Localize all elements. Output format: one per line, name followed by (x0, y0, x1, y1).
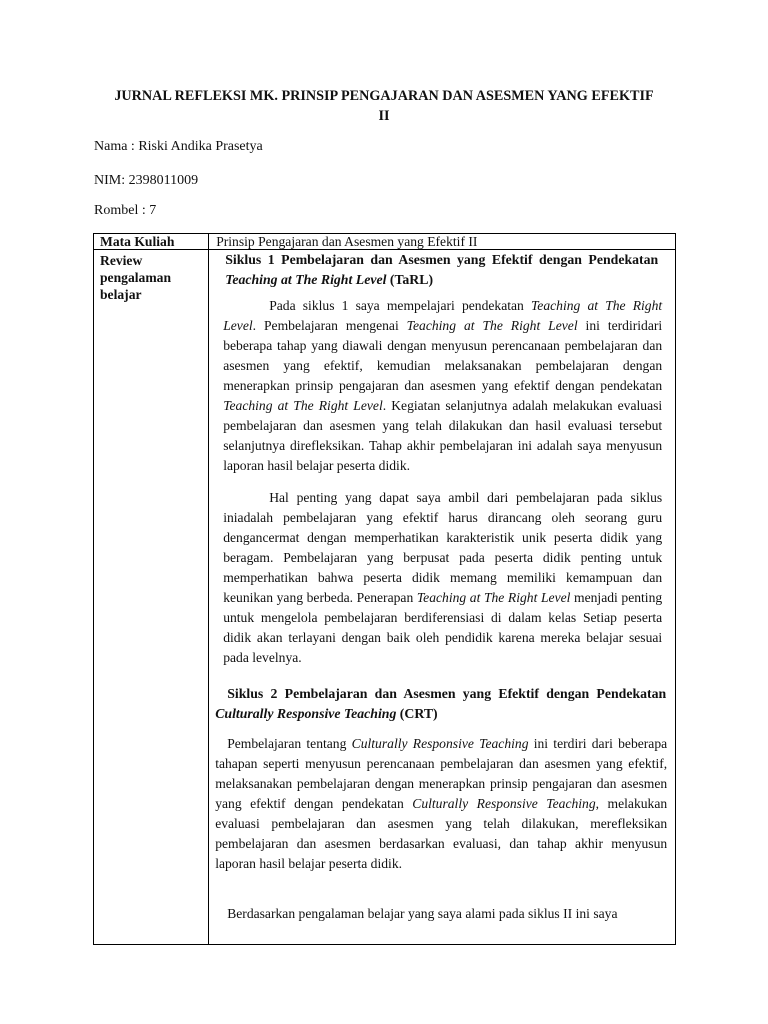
mata-kuliah-value: Prinsip Pengajaran dan Asesmen yang Efektif II (209, 234, 676, 250)
siklus1-heading: Siklus 1 Pembelajaran dan Asesmen yang Efektif dengan Pendekatan Teaching at The Right Level (TaRL) (225, 252, 659, 287)
siklus2-paragraph-2: Berdasarkan pengalaman belajar yang saya alami pada siklus II ini saya (227, 906, 618, 921)
table-row-review (94, 250, 676, 945)
rombel-field: Rombel : 7 (94, 203, 157, 218)
siklus2-heading: Siklus 2 Pembelajaran dan Asesmen yang Efektif dengan Pendekatan Culturally Responsive Teaching (CRT) (215, 686, 667, 721)
siklus1-paragraph-1: Pada siklus 1 saya mempelajari pendekatan Teaching at The Right Level. Pembelajaran mengenai Teaching at The Right Level ini terdiridari beberapa tahap yang diawali dengan menyusun perencanaan pembelajaran dan asesmen yang efektif, kemudian melaksanakan pembelajaran dengan menerapkan prinsip pengajaran dan asesmen yang efektif dengan pendekatan Teaching at The Right Level. Kegiatan selanjutnya adalah melakukan evaluasi pembelajaran dan asesmen yang telah dilakukan dan hasil evaluasi tersebut selanjutnya direfleksikan. Tahap akhir pembelajaran ini adalah saya menyusun laporan hasil belajar peserta didik. (223, 298, 663, 473)
mata-kuliah-label: Mata Kuliah (94, 234, 209, 250)
nim-field: NIM: 2398011009 (94, 173, 199, 188)
siklus1-paragraph-2: Hal penting yang dapat saya ambil dari pembelajaran pada siklus iniadalah pembelajaran yang efektif harus dirancang oleh seorang guru dengancermat dengan memperhatikan karakteristik unik peserta didik yang beragam. Pembelajaran yang berpusat pada peserta didik penting untuk memperhatikan bahwa peserta didik memang memiliki kemampuan dan keunikan yang berbeda. Penerapan Teaching at The Right Level menjadi penting untuk mengelola pembelajaran berdiferensiasi di dalam kelas Setiap peserta didik akan terlayani dengan baik oleh pendidik karena mereka belajar sesuai pada levelnya. (223, 490, 663, 665)
review-content (209, 250, 676, 945)
journal-table (93, 233, 676, 945)
nama-field: Nama : Riski Andika Prasetya (94, 139, 263, 154)
siklus2-paragraph-1: Pembelajaran tentang Culturally Responsive Teaching ini terdiri dari beberapa tahapan seperti menyusun perencanaan pembelajaran dan asesmen yang efektif, melaksanakan pembelajaran dengan menerapkan prinsip pengajaran dan asesmen yang efektif dengan pendekatan Culturally Responsive Teaching, melakukan evaluasi pembelajaran dan asesmen yang telah dilakukan, merefleksikan pembelajaran dan asesmen berdasarkan evaluasi, dan tahap akhir menyusun laporan hasil belajar peserta didik. (215, 736, 668, 871)
review-label: Review pengalaman belajar (94, 250, 209, 945)
table-row-mata-kuliah (94, 234, 676, 250)
document-title: JURNAL REFLEKSI MK. PRINSIP PENGAJARAN DAN ASESMEN YANG EFEKTIF II (114, 88, 654, 124)
